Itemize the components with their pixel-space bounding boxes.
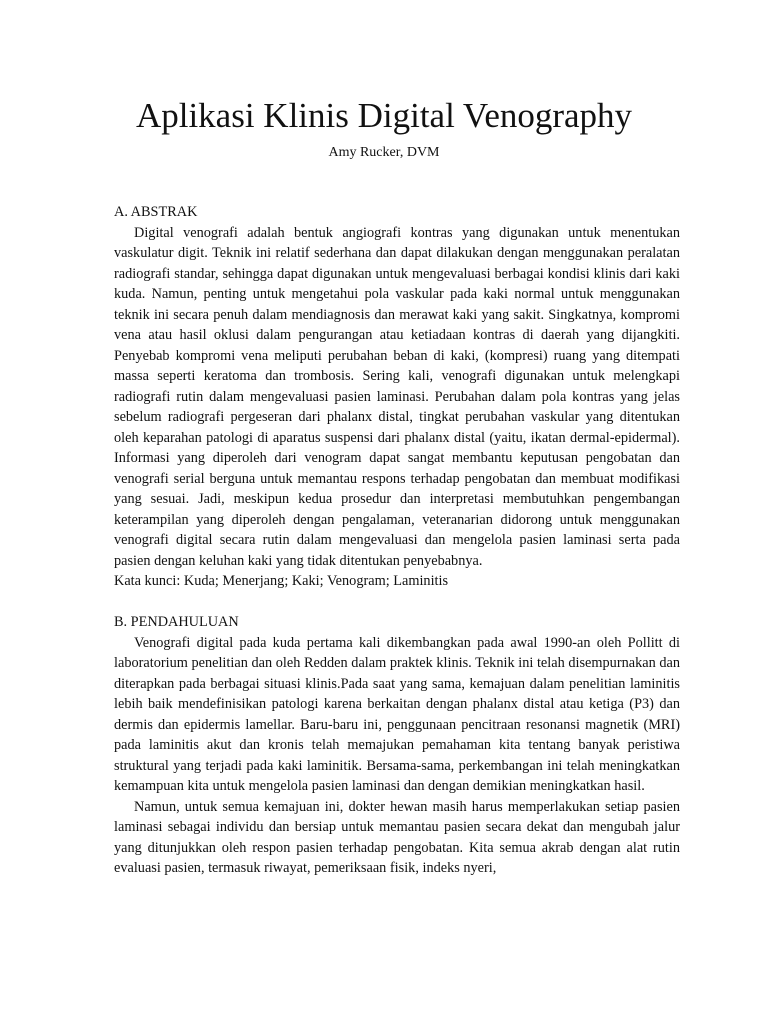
- section-heading-introduction: B. PENDAHULUAN: [114, 614, 239, 630]
- keywords-line: Kata kunci: Kuda; Menerjang; Kaki; Venogram; Laminitis: [114, 573, 449, 589]
- section-introduction: [114, 612, 680, 879]
- abstract-paragraph: Digital venografi adalah bentuk angiografi kontras yang digunakan untuk menentukan vaskulatur digit. Teknik ini relatif sederhana dan dapat dilakukan dengan menggunakan peralatan radiografi standar, sehingga dapat digunakan untuk mengevaluasi berbagai kondisi klinis dari kaki kuda. Namun, penting untuk mengetahui pola vaskular pada kaki normal untuk menggunakan teknik ini secara penuh dalam mendiagnosis dan merawat kaki yang sakit. Singkatnya, kompromi vena atau hasil oklusi dalam pengurangan atau ketiadaan kontras di daerah yang dijangkiti. Penyebab kompromi vena meliputi perubahan beban di kaki, (kompresi) ruang yang ditempati massa seperti keratoma dan trombosis. Sering kali, venografi digunakan untuk melengkapi radiografi rutin dalam mengevaluasi pasien laminasi. Perubahan dalam pola kontras yang jelas sebelum radiografi pergeseran dari phalanx distal, tingkat perubahan vaskular yang ditentukan oleh keparahan patologi di aparatus suspensi dari phalanx distal (yaitu, ikatan dermal-epidermal). Informasi yang diperoleh dari venogram dapat sangat membantu keputusan pengobatan dan venografi serial berguna untuk memantau respons terhadap pengobatan dan membuat modifikasi yang sesuai. Jadi, meskipun kedua prosedur dan interpretasi membutuhkan pengembangan keterampilan yang diperoleh dengan pengalaman, veteranarian didorong untuk menggunakan venografi digital secara rutin dalam mengevaluasi dan mengelola pasien laminasi serta pada pasien dengan keluhan kaki yang tidak ditentukan penyebabnya.: [114, 224, 680, 569]
- introduction-paragraph-2: Namun, untuk semua kemajuan ini, dokter hewan masih harus memperlakukan setiap pasien laminasi sebagai individu dan bersiap untuk memantau pasien secara dekat dan mengubah jalur yang ditunjukkan oleh respon pasien terhadap pengobatan. Kita semua akrab dengan alat rutin evaluasi pasien, termasuk riwayat, pemeriksaan fisik, indeks nyeri,: [114, 798, 680, 876]
- document-title: Aplikasi Klinis Digital Venography: [135, 96, 633, 135]
- author-line: Amy Rucker, DVM: [328, 145, 440, 160]
- introduction-paragraph-1: Venografi digital pada kuda pertama kali dikembangkan pada awal 1990-an oleh Pollitt di laboratorium penelitian dan oleh Redden dalam praktek klinis. Teknik ini telah disempurnakan dan diterapkan pada berbagai situasi klinis.Pada saat yang sama, kemajuan dalam penelitian laminitis lebih baik mendefinisikan patologi karena berkaitan dengan phalanx distal atau ketiga (P3) dan dermis dan epidermis lamellar. Baru-baru ini, penggunaan pencitraan resonansi magnetik (MRI) pada laminitis akut dan kronis telah memajukan pemahaman kita tentang banyak peristiwa struktural yang terjadi pada kaki laminitik. Bersama-sama, perkembangan ini telah meningkatkan kemampuan kita untuk mengelola pasien laminasi dan dengan demikian meningkatkan hasil.: [114, 634, 680, 794]
- section-heading-abstract: A. ABSTRAK: [114, 204, 198, 220]
- section-spacer: [114, 592, 680, 613]
- document-body: [114, 202, 680, 879]
- section-abstract: [114, 202, 680, 592]
